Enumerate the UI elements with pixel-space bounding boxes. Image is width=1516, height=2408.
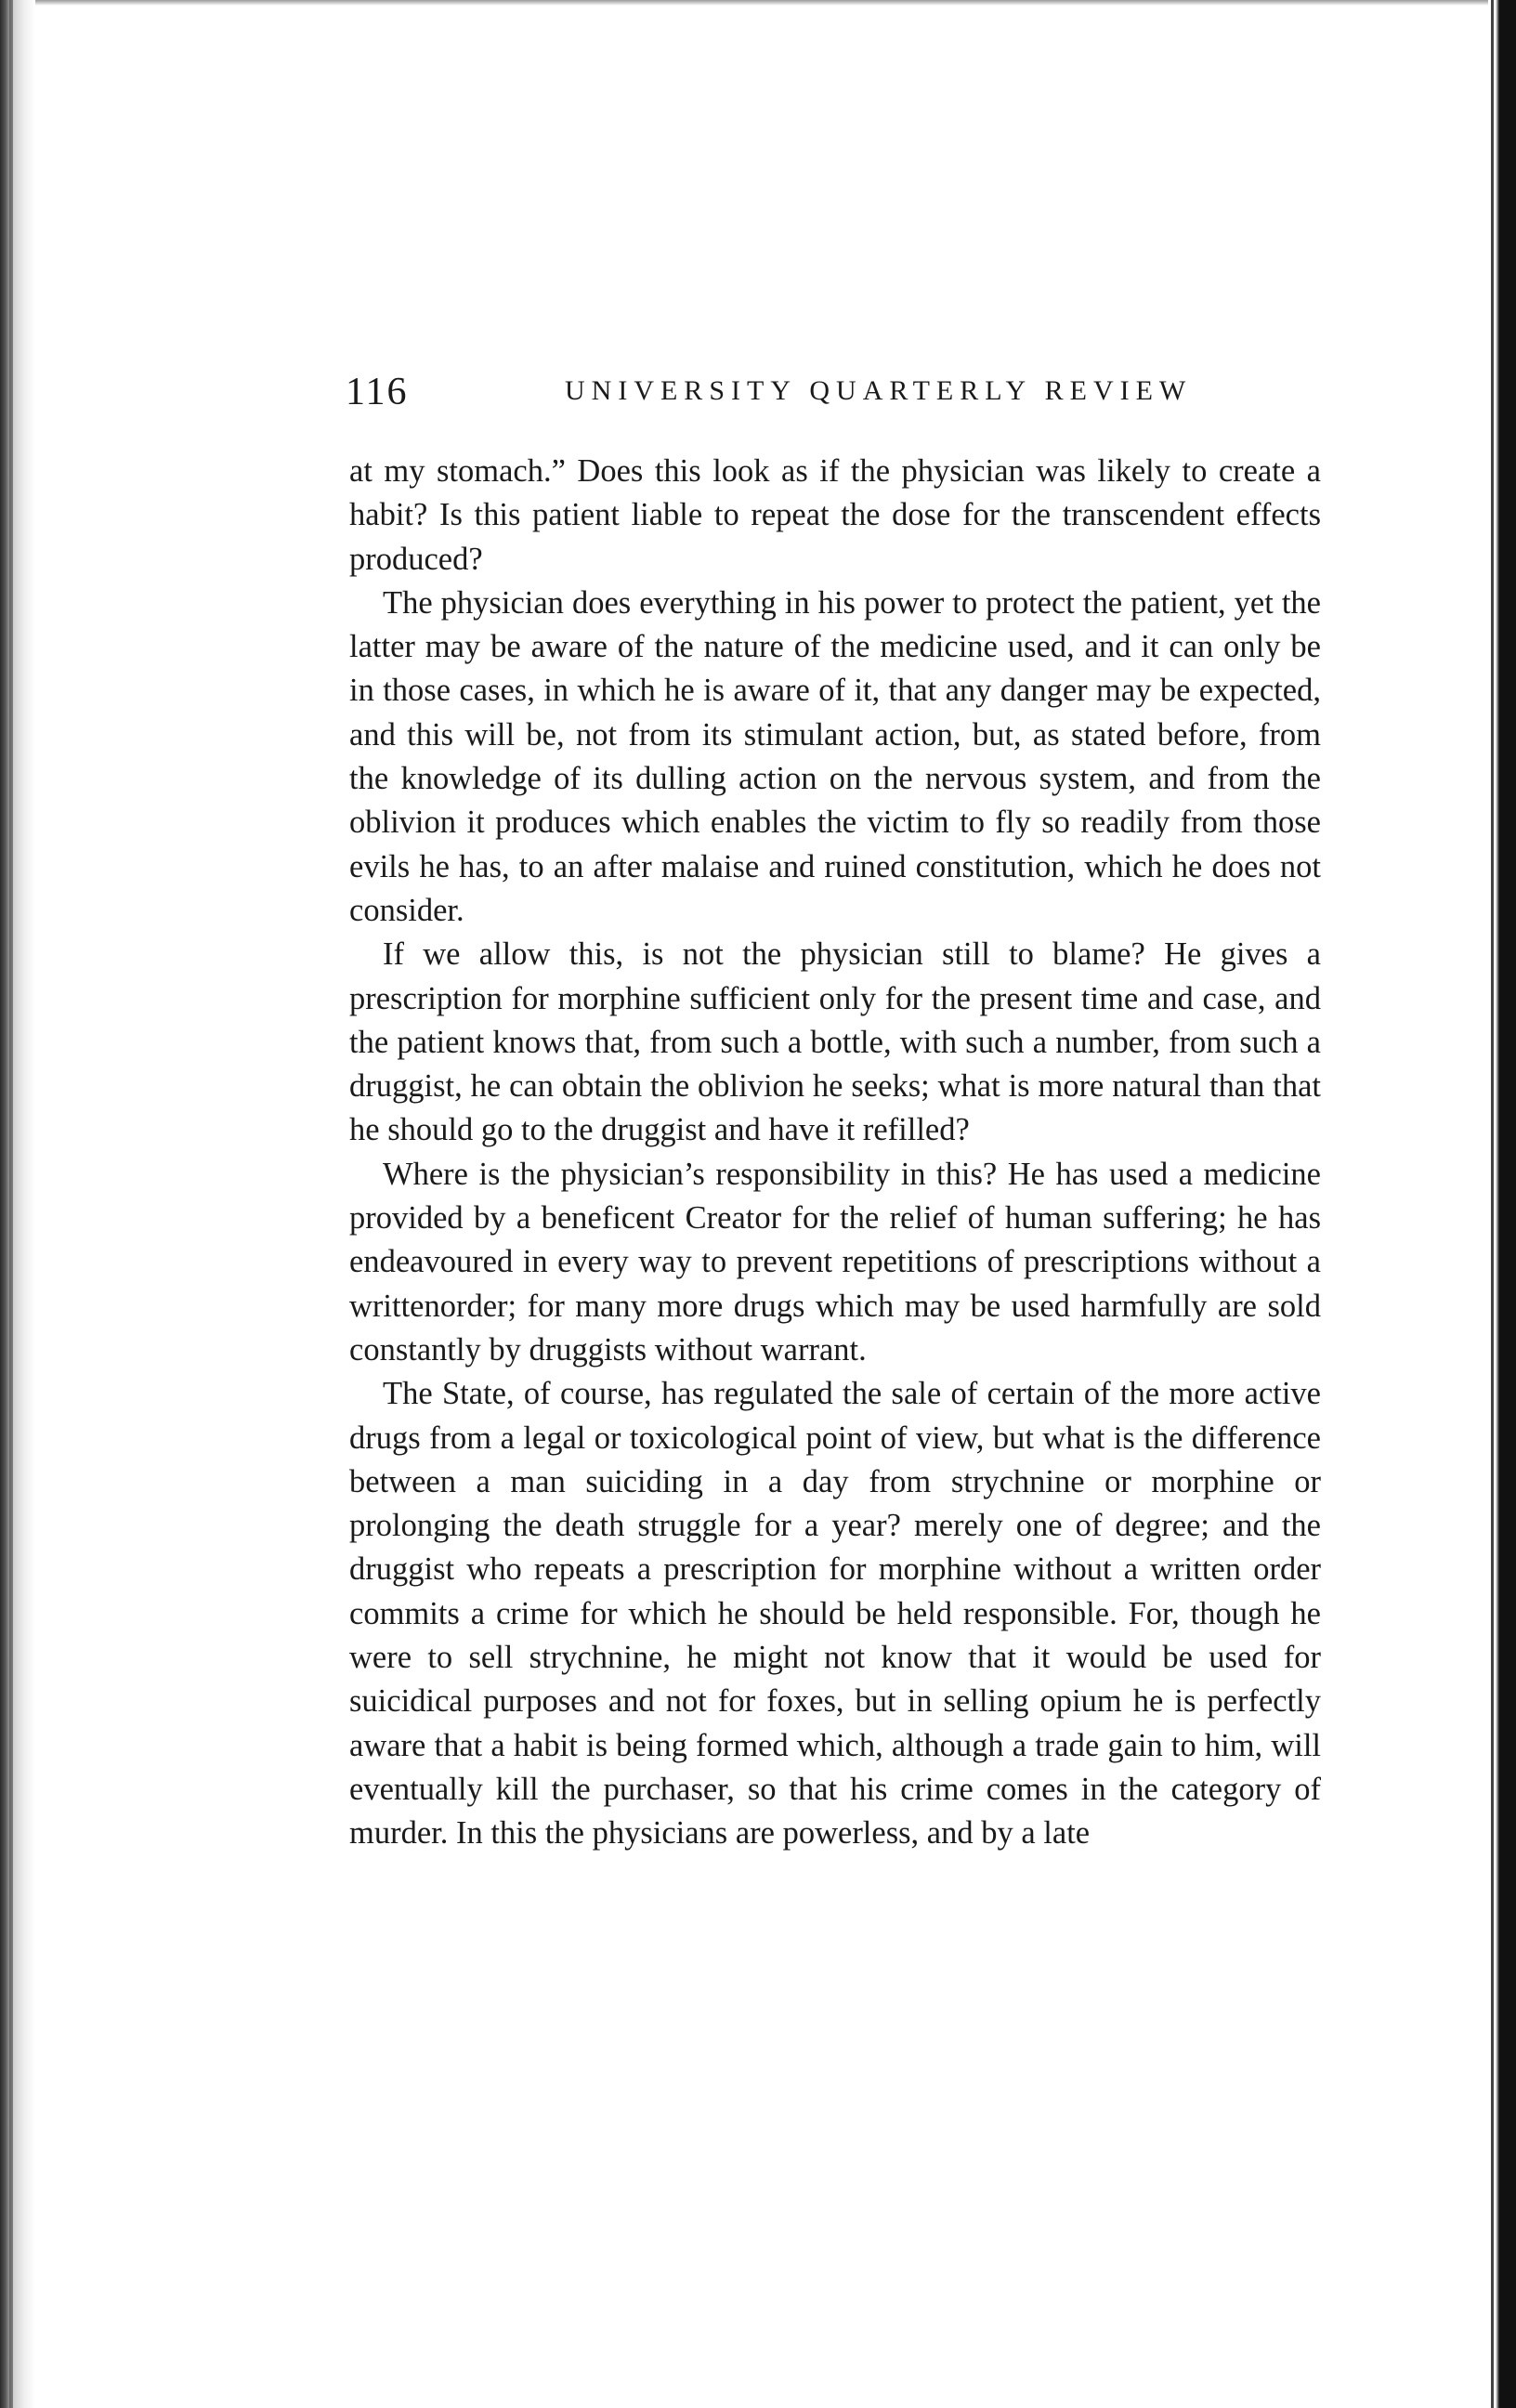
paragraph: Where is the physician’s responsibility in this? He has used a medicine provided by a beneficent Creator for the relief of human suffering; he has endeavoured in every way to prevent repetitions of prescriptions without a writtenorder; for many more drugs which may be used harmfully are sold constantly by druggists without warrant. — [349, 1156, 1321, 1368]
paragraph: The physician does everything in his power to protect the patient, yet the latter may be aware of the nature of the medicine used, and it can only be in those cases, in which he is aware of it, that any danger may be expected, and this will be, not from its stimulant action, but, as stated before, from the knowledge of its dulling action on the nervous system, and from the oblivion it produces which enables the victim to fly so readily from those evils he has, to an after malaise and ruined constitution, which he does not consider. — [349, 584, 1321, 928]
body-text — [349, 450, 1321, 1856]
paragraph: If we allow this, is not the physician still to blame? He gives a prescription for morphine sufficient only for the present time and case, and the patient knows that, from such a bottle, with such a number, from such a druggist, he can obtain the oblivion he seeks; what is more natural than that he should go to the druggist and have it refilled? — [349, 936, 1321, 1148]
book-spine-edge — [0, 0, 35, 2408]
page-number: 116 — [346, 371, 409, 413]
page-top-edge — [0, 0, 1516, 6]
running-title: UNIVERSITY QUARTERLY REVIEW — [565, 375, 1193, 406]
paragraph: at my stomach.” Does this look as if the physician was likely to create a habit? Is this patient liable to repeat the dose for the transcendent effects produced? — [349, 453, 1321, 577]
paragraph: The State, of course, has regulated the sale of certain of the more active drugs from a legal or toxicological point of view, but what is the difference between a man suiciding in a day from strychnine or morphine or prolonging the death struggle for a year? merely one of degree; and the druggist who repeats a prescription for morphine without a written order commits a crime for which he should be held responsible. For, though he were to sell strychnine, he might not know that it would be used for suicidical purposes and not for foxes, but in selling opium he is perfectly aware that a habit is being formed which, although a trade gain to him, will eventually kill the purchaser, so that his crime comes in the category of murder. In this the physicians are powerless, and by a late — [349, 1376, 1321, 1852]
page-header — [346, 370, 1325, 416]
page-right-border-line — [1491, 0, 1494, 2408]
spine-shadow-line — [9, 0, 13, 2408]
